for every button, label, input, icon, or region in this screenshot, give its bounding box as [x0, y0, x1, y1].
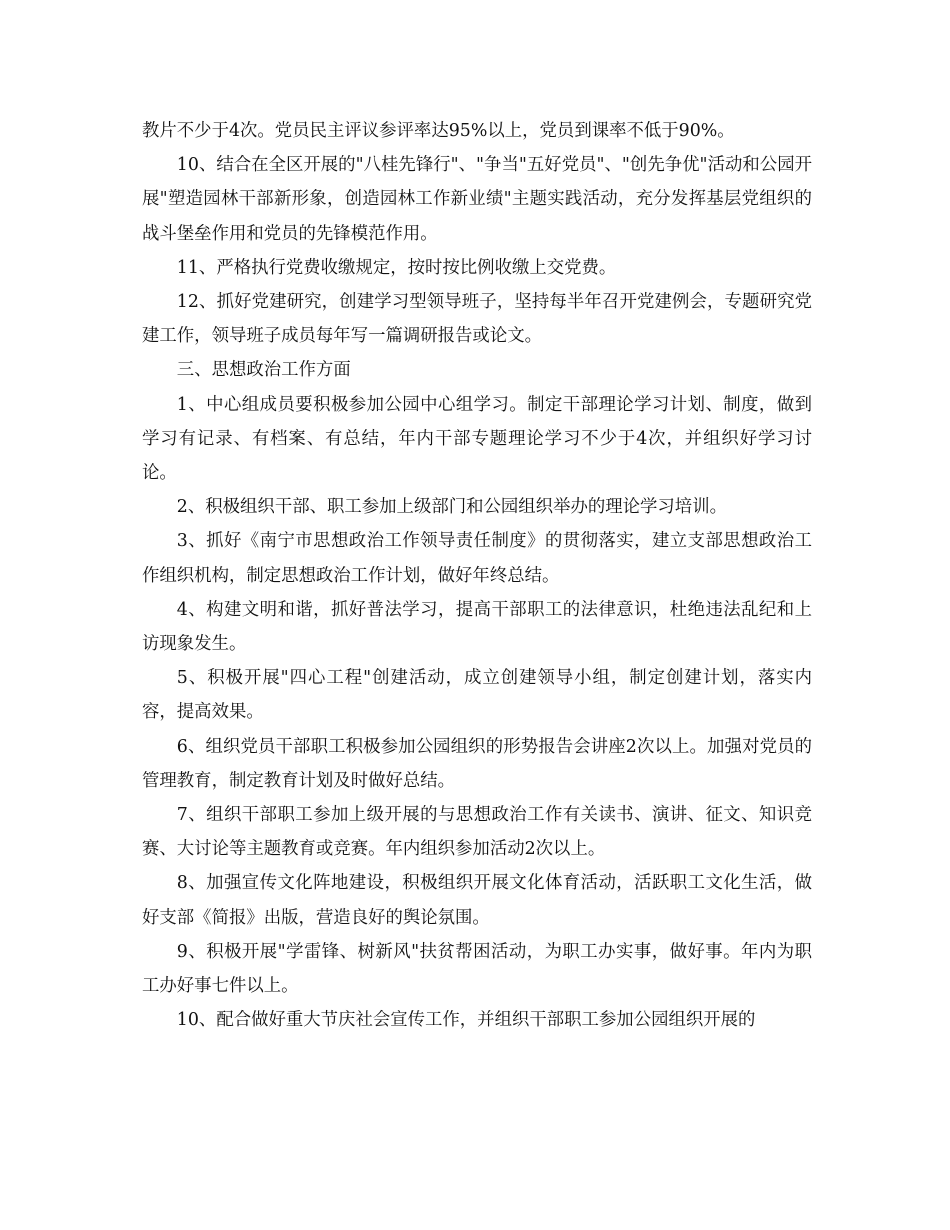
- paragraph-continuation: 教片不少于4次。党员民主评议参评率达95%以上，党员到课率不低于90%。: [142, 121, 735, 141]
- paragraph-item-12-party-research: 12、抓好党建研究，创建学习型领导班子，坚持每半年召开党建例会，专题研究党建工作，领导班子成员每年写一篇调研报告或论文。: [142, 292, 812, 347]
- paragraph-item-10-festival-publicity: 10、配合做好重大节庆社会宣传工作，并组织干部职工参加公园组织开展的: [176, 1010, 756, 1031]
- section-heading-ideological-work: 三、思想政治工作方面: [176, 360, 351, 381]
- paragraph-item-5-four-heart-project: 5、积极开展"四心工程"创建活动，成立创建领导小组，制定创建计划，落实内容，提高效果。: [142, 668, 812, 723]
- paragraph-item-3-responsibility-system: 3、抓好《南宁市思想政治工作领导责任制度》的贯彻落实，建立支部思想政治工作组织机构，制定思想政治工作计划，做好年终总结。: [142, 531, 812, 586]
- paragraph-item-7-themed-education: 7、组织干部职工参加上级开展的与思想政治工作有关读书、演讲、征文、知识竞赛、大讨论等主题教育或竞赛。年内组织参加活动2次以上。: [142, 805, 812, 860]
- paragraph-item-4-legal-awareness: 4、构建文明和谐，抓好普法学习，提高干部职工的法律意识，杜绝违法乱纪和上访现象发生。: [142, 599, 812, 655]
- paragraph-item-6-situation-lectures: 6、组织党员干部职工积极参加公园组织的形势报告会讲座2次以上。加强对党员的管理教育，制定教育计划及时做好总结。: [142, 736, 812, 791]
- paragraph-item-9-poverty-relief: 9、积极开展"学雷锋、树新风"扶贫帮困活动，为职工办实事，做好事。年内为职工办好事七件以上。: [142, 941, 812, 997]
- paragraph-item-11-party-dues: 11、严格执行党费收缴规定，按时按比例收缴上交党费。: [176, 257, 617, 278]
- document-body: [142, 114, 812, 1037]
- paragraph-item-1-central-group-study: 1、中心组成员要积极参加公园中心组学习。制定干部理论学习计划、制度，做到学习有记录、有档案、有总结，年内干部专题理论学习不少于4次，并组织好学习讨论。: [142, 394, 812, 484]
- paragraph-item-8-culture-promotion: 8、加强宣传文化阵地建设，积极组织开展文化体育活动，活跃职工文化生活，做好支部《简报》出版，营造良好的舆论氛围。: [142, 873, 812, 928]
- paragraph-item-2-theory-training: 2、积极组织干部、职工参加上级部门和公园组织举办的理论学习培训。: [176, 497, 727, 518]
- paragraph-item-10-activities: 10、结合在全区开展的"八桂先锋行"、"争当"五好党员"、"创先争优"活动和公园开展"塑造园林干部新形象，创造园林工作新业绩"主题实践活动，充分发挥基层党组织的战斗堡垒作用和党员的先锋模范作用。: [142, 155, 812, 244]
